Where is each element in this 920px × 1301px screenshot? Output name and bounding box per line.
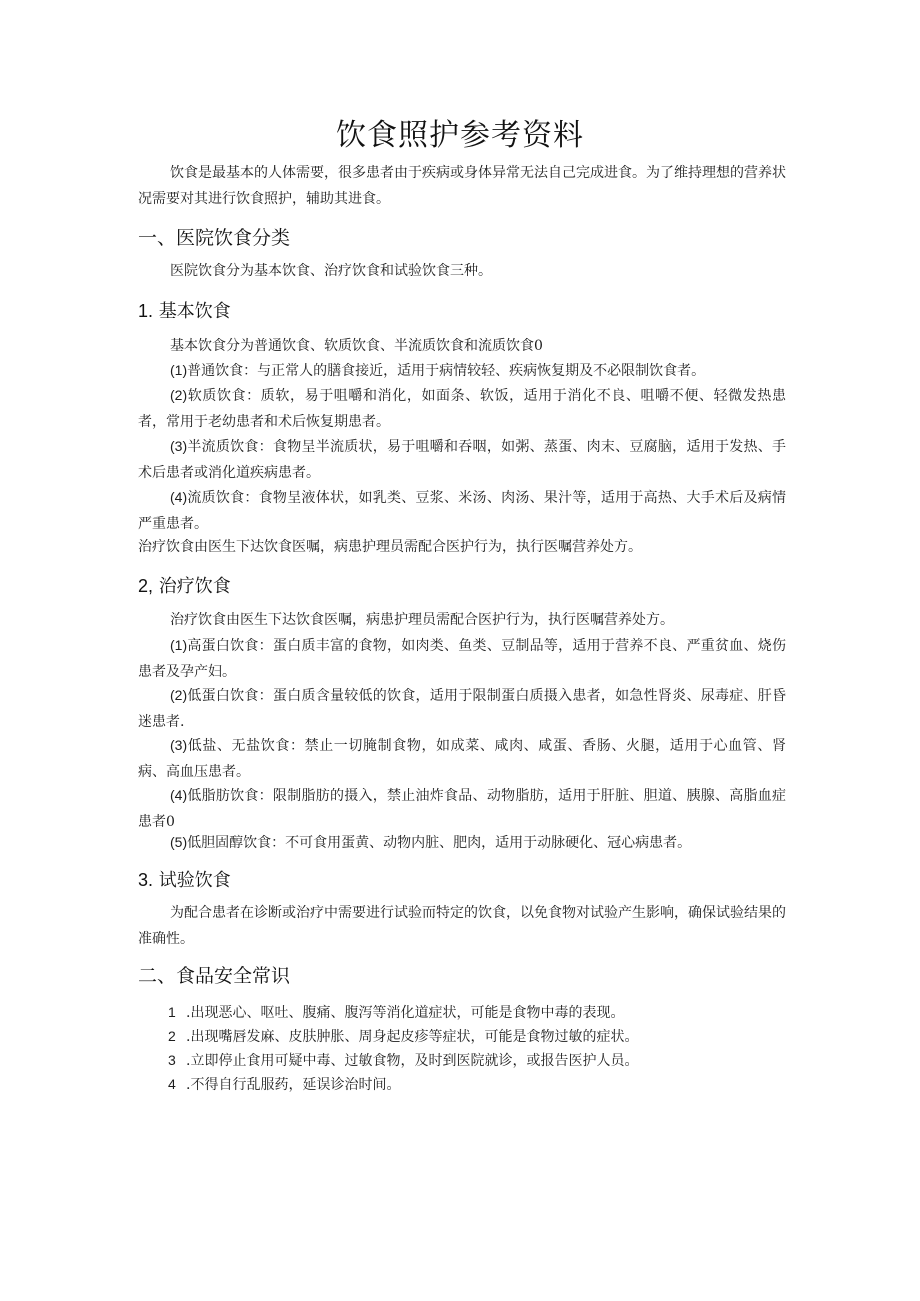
item-number: (2) [170,687,188,703]
safety-item-3 [168,1048,788,1073]
sub2-number: 2, [138,576,154,596]
sub1-number: 1. [138,301,154,321]
section2-heading: 二、食品安全常识 [138,965,291,987]
item-text: 半流质饮食：食物呈半流质状，易于咀嚼和吞咽，如粥、蒸蛋、肉末、豆腐脑，适用于发热、手术后患者或消化道疾病患者。 [138,439,786,481]
item-number: (4) [170,489,188,505]
list-text: .不得自行乱服药，延误诊治时间。 [186,1077,401,1093]
item-number: (1) [170,637,188,653]
safety-item-4 [168,1072,788,1097]
sub1-item-3 [138,433,786,486]
sub2-intro: 治疗饮食由医生下达饮食医嘱，病患护理员需配合医护行为，执行医嘱营养处方。 [170,612,674,628]
list-number: 1 [168,1004,176,1020]
sub2-heading [138,572,231,601]
sub2-item-3 [138,732,786,785]
sub2-title: 治疗饮食 [158,576,231,597]
item-number: (4) [170,787,188,803]
sub1-intro: 基本饮食分为普通饮食、软质饮食、半流质饮食和流质饮食0 [170,338,543,354]
item-text: 普通饮食：与正常人的膳食接近，适用于病情较轻、疾病恢复期及不必限制饮食者。 [187,363,706,379]
item-text: 低盐、无盐饮食：禁止一切腌制食物，如成菜、咸肉、咸蛋、香肠、火腿，适用于心血管、肾病、高血压患者。 [138,738,786,780]
item-number: (3) [170,438,188,454]
list-text: .出现嘴唇发麻、皮肤肿胀、周身起皮疹等症状，可能是食物过敏的症状。 [186,1029,639,1045]
item-text: 高蛋白饮食：蛋白质丰富的食物，如肉类、鱼类、豆制品等，适用于营养不良、严重贫血、烧伤患者及孕产妇。 [138,638,786,680]
sub1-title: 基本饮食 [158,301,231,322]
sub3-number: 3. [138,870,154,890]
sub3-text: 为配合患者在诊断或治疗中需要进行试验而特定的饮食，以免食物对试验产生影响，确保试验结果的准确性。 [138,905,786,947]
item-text: 低胆固醇饮食：不可食用蛋黄、动物内脏、肥肉，适用于动脉硬化、冠心病患者。 [187,835,692,851]
sub1-item-1 [138,357,786,384]
list-number: 3 [168,1052,176,1068]
intro-paragraph: 饮食是最基本的人体需要，很多患者由于疾病或身体异常无法自己完成进食。为了维持理想的营养状况需要对其进行饮食照护，辅助其进食。 [138,165,786,207]
sub1-item-4 [138,484,786,537]
section1-text: 医院饮食分为基本饮食、治疗饮食和试验饮食三种。 [170,263,492,279]
list-number: 4 [168,1076,176,1092]
safety-item-1 [168,1000,788,1025]
sub2-item-2 [138,682,786,735]
list-text: .立即停止食用可疑中毒、过敏食物，及时到医院就诊，或报告医护人员。 [186,1053,639,1069]
sub3-heading [138,866,231,895]
section1-heading: 一、医院饮食分类 [138,227,291,249]
item-text: 软质饮食：质软，易于咀嚼和消化，如面条、软饭，适用于消化不良、咀嚼不便、轻微发热患者，常用于老幼患者和术后恢复期患者。 [138,388,786,430]
sub2-item-1 [138,632,786,685]
sub1-outro: 治疗饮食由医生下达饮食医嘱，病患护理员需配合医护行为，执行医嘱营养处方。 [138,539,642,555]
sub2-item-4 [138,782,786,835]
sub2-item-5 [138,829,786,856]
document-title: 饮食照护参考资料 [336,118,584,153]
item-text: 低脂肪饮食：限制脂肪的摄入，禁止油炸食品、动物脂肪，适用于肝脏、胆道、胰腺、高脂血症患者0 [138,788,786,830]
sub1-heading [138,297,231,326]
item-number: (5) [170,834,188,850]
item-number: (3) [170,737,188,753]
item-number: (1) [170,362,188,378]
safety-item-2 [168,1024,788,1049]
item-number: (2) [170,387,188,403]
item-text: 流质饮食：食物呈液体状，如乳类、豆浆、米汤、肉汤、果汁等，适用于高热、大手术后及病情严重患者。 [138,490,786,532]
sub1-item-2 [138,382,786,435]
item-text: 低蛋白饮食：蛋白质含量较低的饮食，适用于限制蛋白质摄入患者，如急性肾炎、尿毒症、肝昏迷患者. [138,688,786,730]
list-text: .出现恶心、呕吐、腹痛、腹泻等消化道症状，可能是食物中毒的表现。 [186,1005,625,1021]
list-number: 2 [168,1028,176,1044]
sub3-title: 试验饮食 [158,870,231,891]
